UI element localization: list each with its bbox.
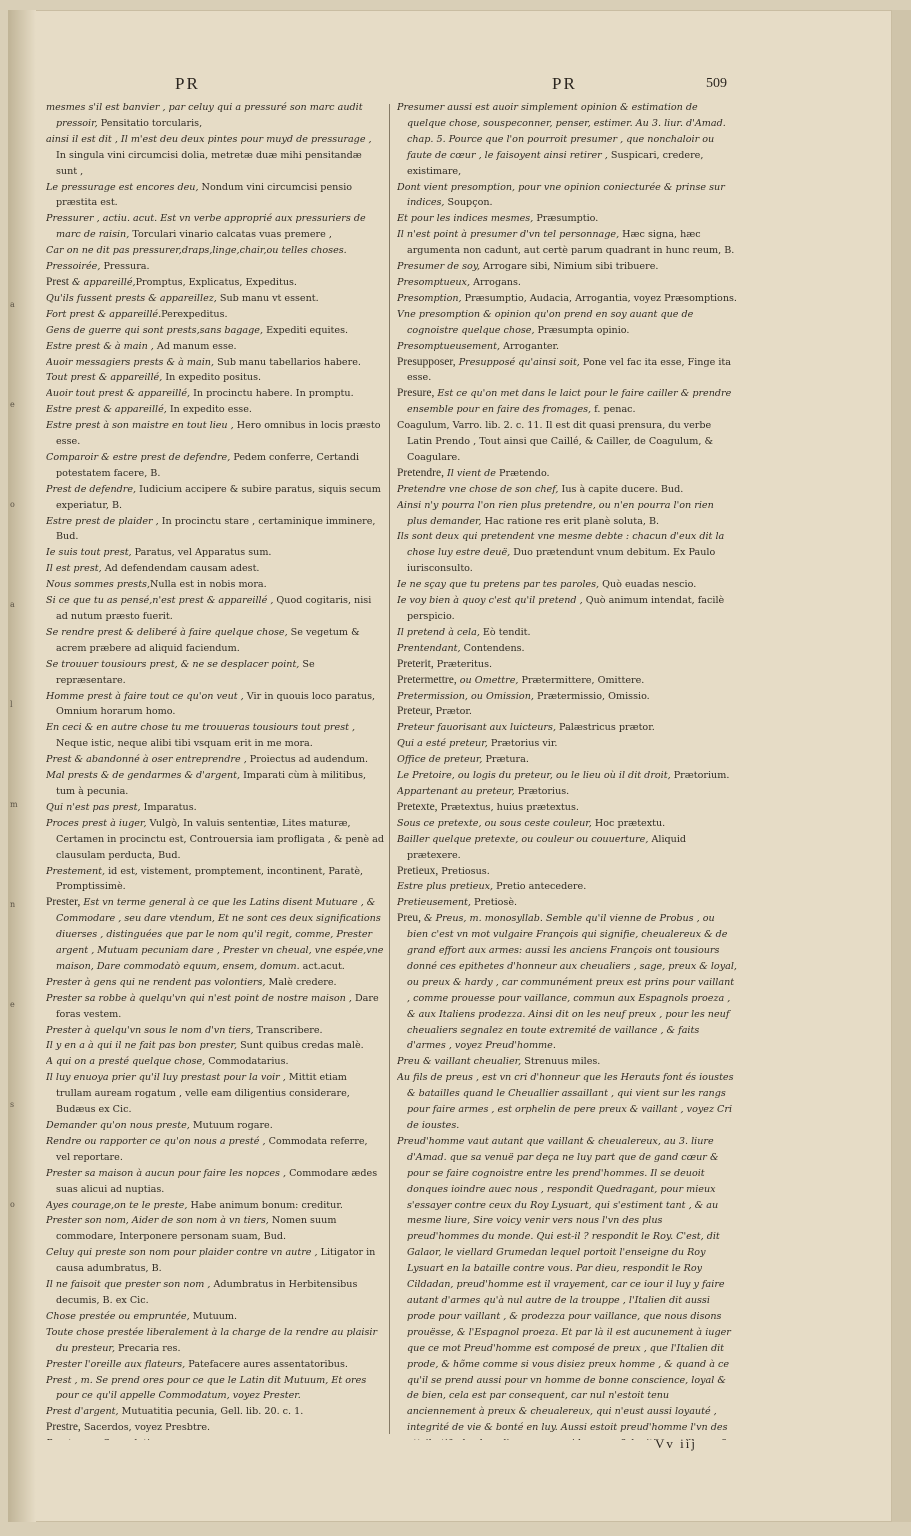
dictionary-entry	[397, 657, 737, 673]
latin-equivalent: Transcribere.	[253, 1024, 323, 1036]
latin-equivalent: Arrogans.	[470, 276, 521, 288]
french-gloss: & Preus, m. monosyllab. Semble qu'il vienne de Probus , ou bien c'est vn mot vulgaire François qui signifie, cheualereux & de grand effort aux armes: aussi les anciens François ont tousiours donné ces epithetes d'honneur aux cheualiers , sage, preux & loyal, ou preux & hardy , car communément preux est prins pour vaillant , comme prouesse pour vaillance, commun aux Espagnols proeza , & aux Italiens prodezza. Ainsi dit on les neuf preux , pour les neuf cheualiers segnalez en toute extremité de vaillance , & faits d'armes , voyez Preud'homme.	[407, 913, 737, 1052]
french-gloss: Qui n'est pas prest,	[46, 801, 141, 813]
dictionary-entry	[46, 1436, 384, 1440]
dictionary-entry	[46, 100, 384, 132]
facing-page-fragment: l	[10, 700, 13, 709]
latin-equivalent: Proiectus ad audendum.	[246, 754, 369, 766]
latin-equivalent: In expedito positus.	[162, 372, 262, 384]
french-gloss: Est ce qu'on met dans le laict pour le faire cailler & prendre ensemble pour en faire des fromages,	[407, 388, 732, 416]
dictionary-entry	[46, 1325, 384, 1357]
french-gloss: Estre prest & à main ,	[46, 340, 154, 352]
dictionary-entry	[46, 1118, 384, 1134]
dictionary-entry	[397, 1134, 737, 1440]
dictionary-entry	[397, 800, 737, 816]
latin-equivalent: Patefacere aures assentatoribus.	[185, 1358, 348, 1370]
left-column	[46, 100, 384, 1440]
dictionary-entry	[46, 1373, 384, 1405]
french-gloss: Prester à gens qui ne rendent pas volontiers,	[46, 976, 266, 988]
french-gloss: Presupposé qu'ainsi soit,	[455, 356, 580, 368]
latin-equivalent: Prætorium.	[670, 770, 730, 782]
dictionary-entry	[46, 1357, 384, 1373]
french-gloss: Comparoir & estre prest de defendre,	[46, 451, 231, 463]
latin-equivalent: Quò animum intendat, facilè perspicio.	[407, 595, 725, 622]
dictionary-entry	[46, 132, 384, 180]
latin-equivalent: Precaria res.	[115, 1342, 181, 1354]
dictionary-entry	[397, 275, 737, 291]
french-gloss: Estre plus pretieux,	[397, 881, 494, 893]
dictionary-entry	[397, 1054, 737, 1070]
french-gloss: Pretermission, ou Omission,	[397, 690, 534, 702]
french-gloss: Homme prest à faire tout ce qu'on veut ,	[46, 690, 244, 702]
dictionary-entry	[46, 514, 384, 546]
dictionary-entry	[46, 1038, 384, 1054]
dictionary-entry	[46, 243, 384, 259]
french-gloss: Toute chose prestée liberalement à la charge de la rendre au plaisir du presteur,	[46, 1326, 378, 1354]
latin-equivalent: In procinctu stare , certaminique imminere, Bud.	[56, 515, 376, 543]
french-gloss: Bailler quelque pretexte, ou couleur ou couuerture,	[397, 833, 649, 845]
facing-page-fragment: a	[10, 300, 15, 309]
latin-equivalent: Suspicari, credere, existimare,	[407, 149, 704, 177]
french-gloss: Auoir tout prest & appareillé,	[46, 388, 191, 400]
latin-equivalent: Imparati cùm à militibus, tum à pecunia.	[56, 770, 367, 797]
dictionary-entry	[46, 1404, 384, 1420]
dictionary-entry	[397, 625, 737, 641]
french-gloss: Gens de guerre qui sont prests,sans bagage,	[46, 324, 264, 336]
latin-equivalent: Pretiosè.	[470, 897, 518, 909]
dictionary-entry	[397, 466, 737, 482]
dictionary-entry	[46, 975, 384, 991]
latin-equivalent: Dare foras vestem.	[56, 992, 379, 1020]
headword: Prestre,	[46, 1421, 81, 1434]
dictionary-entry	[46, 418, 384, 450]
french-gloss: Ils sont deux qui pretendent vne mesme debte : chacun d'eux dit la chose luy estre deuë,	[397, 531, 725, 559]
headword: Preu,	[397, 912, 421, 925]
french-gloss: Ie suis tout prest,	[46, 547, 132, 559]
dictionary-entry	[46, 291, 384, 307]
french-gloss: Il ne faisoit que prester son nom ,	[46, 1279, 211, 1291]
french-gloss: Pretendre vne chose de son chef,	[397, 483, 559, 495]
french-gloss: Il y en a à qui il ne fait pas bon prester,	[46, 1040, 238, 1052]
french-gloss: Il pretend à cela,	[397, 626, 480, 638]
latin-equivalent: Hero omnibus in locis præsto esse.	[56, 420, 381, 448]
latin-equivalent: Quò euadas nescio.	[599, 579, 697, 591]
french-gloss: Celuy qui preste son nom pour plaider contre vn autre ,	[46, 1247, 318, 1259]
dictionary-entry	[46, 402, 384, 418]
french-gloss: Prester à quelqu'vn sous le nom d'vn tiers,	[46, 1024, 254, 1036]
latin-equivalent: Se vegetum & acrem præbere ad aliquid faciendum.	[56, 626, 360, 654]
french-gloss: Auoir messagiers prests & à main,	[46, 356, 215, 368]
dictionary-entry	[46, 450, 384, 482]
dictionary-entry	[46, 307, 384, 323]
dictionary-entry	[397, 386, 737, 418]
dictionary-entry	[46, 895, 384, 975]
headword: Presupposer,	[397, 355, 456, 368]
dictionary-entry	[46, 800, 384, 816]
dictionary-entry	[46, 323, 384, 339]
french-gloss: Prentendant,	[397, 642, 461, 654]
signature-mark: Vv iij	[655, 1436, 697, 1451]
french-gloss: Fort prest & appareillé.	[46, 308, 162, 320]
french-gloss: Au fils de preus , est vn cri d'honneur que les Herauts font és ioustes & batailles quand le Cheuallier assaillant , qui vient sur les rangs pour faire armes , est orphelin de pere preux & vaillant , voyez Cri de ioustes.	[397, 1072, 734, 1131]
latin-equivalent: Perexpeditus.	[161, 308, 228, 320]
dictionary-entry	[46, 577, 384, 593]
latin-equivalent: Prætura.	[482, 754, 529, 766]
running-head-right: PR	[552, 74, 577, 93]
french-gloss: Pressoirée,	[46, 261, 101, 273]
dictionary-entry	[397, 180, 737, 212]
facing-page-fragment: o	[10, 500, 15, 509]
facing-page-margin	[10, 300, 38, 1300]
latin-equivalent: Hoc prætextu.	[591, 817, 666, 829]
latin-equivalent: Quod cogitaris, nisi ad nutum præsto fuerit.	[56, 595, 372, 622]
dictionary-entry	[46, 991, 384, 1023]
french-gloss: Demander qu'on nous preste,	[46, 1120, 190, 1131]
dictionary-entry	[46, 561, 384, 577]
dictionary-entry	[46, 545, 384, 561]
french-gloss: Est vn terme general à ce que les Latins disent Mutuare , & Commodare , seu dare vtendum, Et ne sont ces deux significations diuerses , distinguées que par le nom qu'il regit, comme, Prester argent , Mutuam pecuniam dare , Prester vn cheual, vne espée,vne maison, Dare commodatò equum, ensem, domum.	[56, 897, 384, 972]
french-gloss: Prester sa robbe à quelqu'vn qui n'est point de nostre maison ,	[46, 992, 352, 1004]
latin-equivalent: Prætermittere, Omittere.	[518, 674, 645, 686]
dictionary-entry	[46, 1166, 384, 1198]
latin-equivalent: Prætor.	[432, 706, 472, 718]
dictionary-entry	[46, 593, 384, 625]
dictionary-entry	[46, 1198, 384, 1214]
dictionary-entry	[397, 259, 737, 275]
french-gloss: Sous ce pretexte, ou sous ceste couleur,	[397, 817, 592, 829]
french-gloss: Se rendre prest & deliberé à faire quelque chose,	[46, 626, 288, 638]
french-gloss: Si ce que tu as pensé,n'est prest & appareillé ,	[46, 595, 274, 607]
french-gloss: Presomptueusement,	[397, 340, 501, 352]
french-gloss: Il n'est point à presumer d'vn tel personnage,	[397, 229, 620, 241]
dictionary-entry	[46, 1245, 384, 1277]
french-gloss: Dont vient presomption, pour vne opinion coniecturée & prinse sur indices,	[397, 181, 725, 209]
latin-equivalent: Vir in quouis loco paratus, Omnium horarum homo.	[56, 690, 376, 718]
latin-equivalent: Hæc signa, hæc argumenta non cadunt, aut certè parum quadrant in hunc reum, B.	[407, 229, 735, 257]
french-gloss: Rendre ou rapporter ce qu'on nous a presté ,	[46, 1135, 266, 1147]
latin-equivalent: Pensitatio torcularis,	[97, 117, 203, 129]
dictionary-entry	[397, 339, 737, 355]
french-gloss: Presumer aussi est auoir simplement opinion & estimation de quelque chose, souspeconner, penser, estimer. Au 3. liur. d'Amad. chap. 5. Pource que l'on pourroit presumer , que nonchaloir ou faute de cœur , le faisoyent ainsi retirer ,	[397, 102, 726, 161]
latin-equivalent: Sunt quibus credas malè.	[237, 1040, 364, 1052]
latin-equivalent: Expediti equites.	[263, 324, 349, 336]
dictionary-entry	[397, 816, 737, 832]
french-gloss: Appartenant au preteur,	[397, 785, 515, 797]
latin-equivalent: Pressura.	[100, 261, 150, 273]
dictionary-entry	[46, 355, 384, 371]
latin-equivalent: Mittit etiam trullam auream rogatum , velle eam diligentius considerare, Budæus ex Cic.	[56, 1072, 350, 1116]
dictionary-entry	[46, 1277, 384, 1309]
french-gloss: Prestement,	[46, 865, 106, 877]
latin-equivalent: Imparatus.	[140, 801, 197, 813]
french-gloss: Estre prest à son maistre en tout lieu ,	[46, 420, 234, 432]
french-gloss	[46, 1438, 100, 1440]
latin-equivalent: In singula vini circumcisi dolia, metretæ duæ mihi pensitandæ sunt ,	[56, 149, 362, 177]
french-gloss: Prester sa maison à aucun pour faire les nopces ,	[46, 1167, 287, 1179]
latin-equivalent: Malè credere.	[265, 976, 337, 988]
french-gloss: Le Pretoire, ou logis du preteur, ou le lieu où il dit droit,	[397, 770, 671, 782]
french-gloss: En ceci & en autre chose tu me trouueras tousiours tout prest ,	[46, 722, 356, 734]
latin-equivalent: Præsumpta opinio.	[534, 324, 630, 336]
facing-page-fragment: e	[10, 400, 15, 409]
latin-equivalent: Adumbratus in Herbitensibus decumis, B. ex Cic.	[56, 1279, 358, 1306]
latin-equivalent: Mutuum.	[189, 1310, 238, 1322]
latin-equivalent: Torculari vinario calcatas vuas premere ,	[129, 229, 332, 241]
latin-equivalent: Prætorius.	[514, 785, 570, 797]
french-gloss: Estre prest & appareillé,	[46, 404, 167, 416]
dictionary-entry	[46, 816, 384, 864]
dictionary-entry	[46, 1420, 384, 1436]
french-gloss: Mal prests & de gendarmes & d'argent,	[46, 770, 241, 782]
french-gloss: Preu & vaillant cheualier,	[397, 1056, 522, 1068]
latin-equivalent: In expedito esse.	[166, 404, 252, 416]
running-head-left: PR	[175, 74, 200, 93]
french-gloss: Il luy enuoya prier qu'il luy prestast pour la voir ,	[46, 1072, 286, 1084]
dictionary-entry	[46, 259, 384, 275]
dictionary-entry	[46, 1309, 384, 1325]
french-gloss: Prester son nom, Aider de son nom à vn tiers,	[46, 1215, 269, 1227]
latin-equivalent: Mutuum rogare.	[189, 1120, 273, 1131]
french-gloss: Il est prest,	[46, 563, 102, 575]
headword: Prest	[46, 275, 69, 288]
latin-equivalent: Ius à capite ducere. Bud.	[558, 483, 684, 495]
latin-equivalent: Prætendo.	[495, 467, 550, 479]
column-rule	[389, 104, 390, 1434]
latin-equivalent: Prætorius vir.	[487, 738, 558, 750]
latin-equivalent: Pone vel fac ita esse, Finge ita esse.	[407, 356, 731, 384]
french-gloss: Pretieusement,	[397, 897, 471, 909]
french-gloss: Ie ne sçay que tu pretens par tes paroles,	[397, 579, 600, 591]
latin-equivalent	[100, 1438, 168, 1440]
dictionary-entry	[397, 100, 737, 180]
latin-equivalent: Sub manu vt essent.	[216, 292, 319, 304]
french-gloss: mesmes s'il est banvier , par celuy qui a pressuré son marc audit pressoir,	[46, 102, 363, 129]
dictionary-entry	[46, 339, 384, 355]
latin-equivalent: Pretiosus.	[438, 865, 490, 877]
french-gloss: Office de preteur,	[397, 754, 483, 766]
french-gloss: Et pour les indices mesmes,	[397, 213, 534, 225]
facing-page-fragment: e	[10, 1000, 15, 1009]
dictionary-entry	[397, 752, 737, 768]
dictionary-entry	[397, 832, 737, 864]
latin-equivalent: Contendens.	[460, 642, 525, 654]
dictionary-entry	[397, 720, 737, 736]
dictionary-entry	[397, 307, 737, 339]
latin-equivalent: Sacerdos, voyez Presbtre.	[80, 1422, 211, 1434]
french-gloss: Qui a esté preteur,	[397, 738, 488, 750]
french-gloss: Prest & abandonné à oser entreprendre ,	[46, 754, 247, 766]
dictionary-entry	[46, 1054, 384, 1070]
latin-equivalent: Commodatarius.	[205, 1056, 289, 1068]
latin-equivalent: Sub manu tabellarios habere.	[214, 356, 361, 368]
dictionary-entry	[397, 641, 737, 657]
french-gloss: Preud'homme vaut autant que vaillant & cheualereux, au 3. liure d'Amad. que sa venuë par deça ne luy part que de gand cœur & pour se faire cognoistre entre les prend'hommes. Il se deuoit donques ioindre auec nous , respondit Quedragant, pour mieux s'essayer contre ceux du Roy Lysuart, qui s'estiment tant , & au mesme liure, Sire voicy venir vers nous l'vn des plus preud'hommes du monde. Qui est-il ? respondit le Roy. C'est, dit Galaor, le viellard Grumedan lequel portoit l'enseigne du Roy Lysuart en la bataille contre vous. Par dieu, respondit le Roy Cildadan, preud'homme est il vrayement, car ce iour il luy y faire autant d'armes qu'à nul autre de la trouppe , l'Italien dit aussi prode pour vaillant , & prodezza pour vaillance, que nous disons prouësse, & l'Espagnol proeza. Et par là il est aucunement à iuger que ce mot Preud'homme est composé de preux , que l'Italien dit prode, & hõme comme si vous disiez preux homme , & quand à ce qu'il se prend aussi pour vn homme de bonne conscience, loyal & de bien, cela est par consequent, car nul n'estoit tenu anciennement à preux & cheualereux, qui n'eust aussi loyauté , integrité de vie & bonté en luy. Aussi estoit preud'homme l'vn des	[397, 1135, 731, 1434]
dictionary-entry	[397, 673, 737, 689]
latin-equivalent: Præsumptio.	[533, 213, 599, 225]
latin-equivalent: In procinctu habere. In promptu.	[190, 388, 354, 400]
dictionary-entry	[46, 275, 384, 291]
latin-equivalent: Iudicium accipere & subire paratus, siquis secum experiatur, B.	[56, 483, 381, 511]
french-gloss: A qui on a presté quelque chose,	[46, 1056, 206, 1068]
french-gloss: Il vient de	[443, 467, 496, 479]
dictionary-entry	[397, 689, 737, 705]
latin-equivalent: Prætermissio, Omissio.	[533, 690, 650, 702]
dictionary-entry	[397, 577, 737, 593]
french-gloss: Presumer de soy,	[397, 261, 480, 273]
french-gloss: Preteur fauorisant aux luicteurs,	[397, 722, 556, 734]
facing-page-fragment: o	[10, 1200, 15, 1209]
french-gloss: Vne presomption & opinion qu'on prend en soy auant que de cognoistre quelque chose,	[397, 308, 694, 336]
dictionary-entry	[46, 1023, 384, 1039]
dictionary-entry	[397, 227, 737, 259]
dictionary-entry	[46, 1070, 384, 1118]
french-gloss: Prest d'argent,	[46, 1406, 119, 1418]
french-gloss: Car on ne dit pas pressurer,draps,linge,chair,ou telles choses.	[46, 245, 347, 257]
french-gloss: Tout prest & appareillé,	[46, 372, 163, 384]
latin-equivalent: Nomen suum commodare, Interponere personam suam, Bud.	[56, 1215, 337, 1243]
dictionary-entry	[46, 386, 384, 402]
french-gloss: Presomptueux,	[397, 276, 471, 288]
facing-page-fragment: a	[10, 600, 15, 609]
headword: Pretendre,	[397, 466, 444, 479]
french-gloss: Qu'ils fussent prests & appareillez,	[46, 292, 217, 304]
headword: Pretieux,	[397, 864, 439, 877]
dictionary-entry	[46, 482, 384, 514]
french-gloss: Ainsi n'y pourra l'on rien plus pretendre, ou n'en pourra l'on rien plus demander,	[397, 499, 714, 527]
dictionary-entry	[397, 355, 737, 387]
french-gloss: Ayes courage,on te le preste,	[46, 1199, 188, 1211]
dictionary-entry	[397, 911, 737, 1054]
latin-equivalent: Coagulum, Varro. lib. 2. c. 11. Il est dit quasi prensura, du verbe Latin Prendo , Tout ainsi que Caillé, & Cailler, de Coagulum, & Coagulare.	[397, 420, 713, 463]
french-gloss: Chose prestée ou empruntée,	[46, 1310, 190, 1322]
page-edge	[892, 10, 911, 1522]
latin-equivalent: Pretio antecedere.	[493, 881, 587, 893]
latin-equivalent: Mutuatitia pecunia, Gell. lib. 20. c. 1.	[118, 1406, 304, 1418]
latin-equivalent: Vulgò, In valuis sententiæ, Lites maturæ, Certamen in procinctu est, Controuersia iam profligata , & penè ad clausulam perducta, Bud.	[56, 817, 384, 861]
dictionary-entry	[397, 784, 737, 800]
dictionary-entry	[46, 180, 384, 212]
latin-equivalent: Nulla est in nobis mora.	[150, 579, 267, 591]
french-gloss: Se trouuer tousiours prest, & ne se desplacer point,	[46, 658, 300, 670]
latin-equivalent: act.acut.	[299, 960, 345, 972]
latin-equivalent: Eò tendit.	[479, 626, 531, 638]
dictionary-entry	[46, 720, 384, 752]
headword: Presure,	[397, 387, 435, 400]
french-gloss: Le pressurage est encores deu,	[46, 181, 199, 193]
french-gloss: ou Omettre,	[456, 674, 519, 686]
latin-equivalent: Neque istic, neque alibi tibi vsquam erit in me mora.	[56, 738, 313, 750]
facing-page-fragment: m	[10, 800, 18, 809]
french-gloss: Pressurer , actiu. acut. Est vn verbe approprié aux pressuriers de marc de raisin,	[46, 213, 366, 241]
french-gloss: Ie voy bien à quoy c'est qu'il pretend ,	[397, 595, 583, 607]
facing-page-fragment: n	[10, 900, 16, 909]
latin-equivalent: Se repræsentare.	[56, 658, 315, 686]
headword: Pretermettre,	[397, 673, 457, 686]
latin-equivalent: Aliquid prætexere.	[407, 833, 687, 861]
dictionary-entry	[46, 370, 384, 386]
latin-equivalent: Duo prætendunt vnum debitum. Ex Paulo iurisconsulto.	[407, 547, 716, 575]
dictionary-entry	[397, 418, 737, 466]
dictionary-entry	[46, 625, 384, 657]
dictionary-entry	[46, 752, 384, 768]
latin-equivalent: Præsumptio, Audacia, Arrogantia, voyez Præsomptions.	[461, 292, 737, 304]
dictionary-entry	[397, 211, 737, 227]
dictionary-entry	[397, 879, 737, 895]
latin-equivalent: Ad manum esse.	[153, 340, 237, 352]
latin-equivalent: Palæstricus prætor.	[556, 722, 655, 734]
latin-equivalent: Arroganter.	[500, 340, 560, 352]
latin-equivalent: Prætextus, huius prætextus.	[437, 801, 579, 813]
dictionary-entry	[397, 704, 737, 720]
french-gloss: Prest , m. Se prend ores pour ce que le Latin dit Mutuum, Et ores pour ce qu'il appelle Commodatum, voyez Prester.	[46, 1374, 367, 1402]
latin-equivalent: Præteritus.	[433, 658, 493, 670]
latin-equivalent: Soupçon.	[444, 197, 493, 209]
facing-page-fragment: s	[10, 1100, 15, 1109]
latin-equivalent: Habe animum bonum: creditur.	[187, 1199, 343, 1211]
dictionary-entry	[46, 689, 384, 721]
headword: Pretexte,	[397, 800, 438, 813]
headword: Preteur,	[397, 705, 433, 718]
headword: Preterit,	[397, 657, 434, 670]
latin-equivalent: Commodata referre, vel reportare.	[56, 1135, 368, 1163]
latin-equivalent: Hac ratione res erit planè soluta, B.	[481, 515, 660, 527]
latin-equivalent: Arrogare sibi, Nimium sibi tribuere.	[480, 261, 659, 273]
french-gloss: Proces prest à iuger,	[46, 817, 147, 829]
dictionary-entry	[397, 593, 737, 625]
french-gloss: & appareillé,	[69, 276, 136, 288]
dictionary-entry	[46, 657, 384, 689]
latin-equivalent: Ad defendendam causam adest.	[101, 563, 260, 575]
headword: Prester,	[46, 896, 81, 909]
dictionary-entry	[46, 864, 384, 896]
latin-equivalent: Nondum vini circumcisi pensio præstita est.	[56, 181, 353, 209]
latin-equivalent: Strenuus miles.	[521, 1056, 601, 1068]
dictionary-entry	[397, 291, 737, 307]
dictionary-entry	[397, 1070, 737, 1134]
latin-equivalent: Commodare ædes suas alicui ad nuptias.	[56, 1167, 378, 1195]
page-number: 509	[706, 76, 727, 91]
latin-equivalent: Promptus, Explicatus, Expeditus.	[135, 276, 297, 288]
dictionary-entry	[397, 736, 737, 752]
dictionary-entry	[46, 211, 384, 243]
dictionary-entry	[397, 768, 737, 784]
french-gloss: Estre prest de plaider ,	[46, 515, 159, 527]
latin-equivalent: Pedem conferre, Certandi potestatem facere, B.	[56, 451, 360, 479]
dictionary-entry	[397, 895, 737, 911]
french-gloss: ainsi il est dit , Il m'est deu deux pintes pour muyd de pressurage ,	[46, 133, 372, 145]
dictionary-entry	[46, 1134, 384, 1166]
french-gloss: Nous sommes prests,	[46, 579, 151, 591]
latin-equivalent: id est, vistement, promptement, incontinent, Paratè, Promptissimè.	[56, 865, 364, 893]
dictionary-entry	[46, 768, 384, 800]
french-gloss: Prest de defendre,	[46, 483, 137, 495]
latin-equivalent: Litigator in causa adumbratus, B.	[56, 1247, 376, 1275]
right-column	[397, 100, 737, 1440]
dictionary-entry	[397, 498, 737, 530]
french-gloss: Presomption,	[397, 292, 462, 304]
dictionary-entry	[397, 529, 737, 577]
french-gloss: Prester l'oreille aux flateurs,	[46, 1358, 186, 1370]
dictionary-entry	[397, 864, 737, 880]
dictionary-entry	[46, 1213, 384, 1245]
latin-equivalent: Paratus, vel Apparatus sum.	[131, 547, 272, 559]
latin-equivalent: f. penac.	[591, 404, 636, 416]
dictionary-entry	[397, 482, 737, 498]
